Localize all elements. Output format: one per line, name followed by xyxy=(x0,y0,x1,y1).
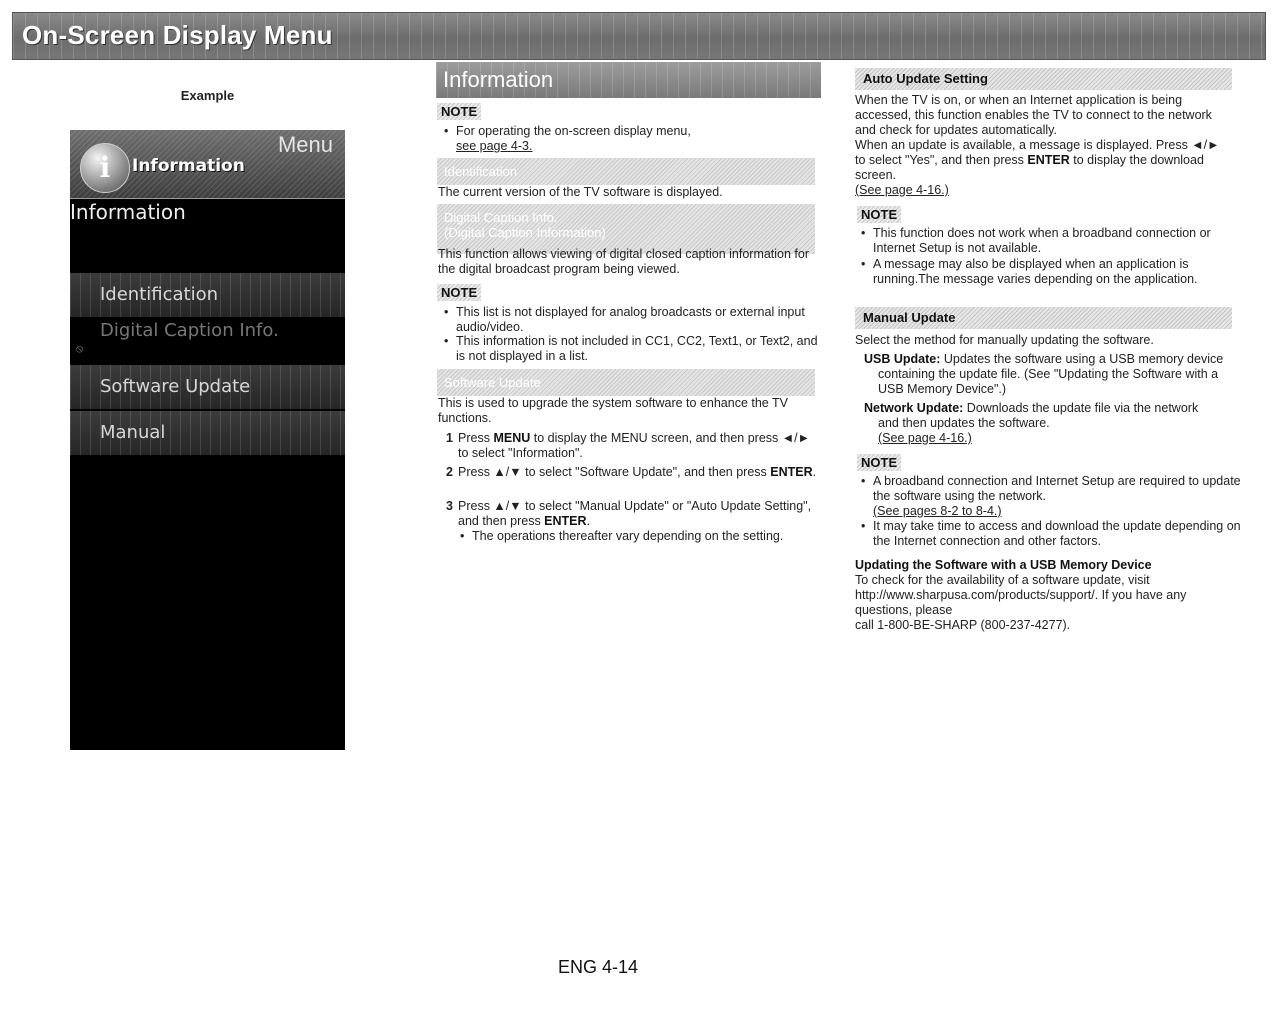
auto-update-text: When the TV is on, or when an Internet application is being accessed, this function enables the TV to connect to the network and check for updates automatically. xyxy=(855,93,1212,137)
see-page-link[interactable]: see page 4-3. xyxy=(456,139,533,153)
section-digital-caption-heading: Digital Caption Info. (Digital Caption Information) xyxy=(437,204,815,254)
step-3: 3 Press ▲/▼ to select "Manual Update" or "Auto Update Setting", and then press ENTER. xyxy=(446,499,812,528)
tv-category-label: Information xyxy=(132,156,245,176)
usb-update-description: USB Update: Updates the software using a USB memory device containing the update file. (See "Updating the Software with a USB Memory Device".) xyxy=(864,352,1224,396)
usb-section-call: call 1-800-BE-SHARP (800-237-4277). xyxy=(855,618,1071,632)
section-information-title: Information xyxy=(436,62,821,98)
section-auto-update-heading: Auto Update Setting xyxy=(855,68,1232,90)
see-page-link[interactable]: (See page 4-16.) xyxy=(878,431,972,445)
section-identification-heading: Identification xyxy=(437,158,815,185)
tv-menu-item-label: Digital Caption Info. xyxy=(100,320,279,341)
see-page-link[interactable]: (See page 4-16.) xyxy=(855,183,949,197)
note-bullet: • This list is not displayed for analog broadcasts or external input audio/video. xyxy=(438,305,818,335)
tv-menu-item-digital-caption-info[interactable] xyxy=(70,309,345,353)
network-update-description: Network Update: Downloads the update file via the network and then updates the software. (See page 4-16.) xyxy=(864,401,1199,445)
tv-menu-title: Menu xyxy=(277,132,333,157)
note-badge: NOTE xyxy=(437,284,481,301)
note-bullet: • This function does not work when a broadband connection or Internet Setup is not available. xyxy=(855,226,1243,256)
note-badge: NOTE xyxy=(857,206,901,223)
page-number: ENG 4-14 xyxy=(558,957,639,977)
note-bullet: • This information is not included in CC1, CC2, Text1, or Text2, and is not displayed in a list. xyxy=(438,334,818,364)
tv-menu-header xyxy=(70,130,345,199)
auto-update-text-2: When an update is available, a message is displayed. Press ◄/► to select "Yes", and then press ENTER to display the download screen. xyxy=(855,138,1220,182)
section-software-update-heading: Software Update xyxy=(437,369,815,396)
note-bullet: • For operating the on-screen display menu, see page 4-3. xyxy=(438,124,826,154)
see-pages-link[interactable]: (See pages 8-2 to 8-4.) xyxy=(873,504,1002,518)
information-icon: i xyxy=(80,143,130,193)
note-badge: NOTE xyxy=(437,103,481,120)
step-3-bullet: • The operations thereafter vary depending on the setting. xyxy=(454,529,802,544)
section-manual-update-heading: Manual Update xyxy=(855,307,1232,329)
software-update-text: This is used to upgrade the system software to enhance the TV functions. xyxy=(438,396,788,425)
page-title: On-Screen Display Menu xyxy=(22,20,333,50)
identification-text: The current version of the TV software is displayed. xyxy=(438,185,723,199)
example-label: Example xyxy=(180,88,235,103)
tv-menu-item-manual[interactable]: Manual xyxy=(70,411,345,455)
tv-screen-illustration xyxy=(70,130,345,750)
note-badge: NOTE xyxy=(857,454,901,471)
usb-section-heading: Updating the Software with a USB Memory Device xyxy=(855,558,1152,572)
tv-menu-item-software-update[interactable]: Software Update xyxy=(70,365,345,409)
note-bullet: • A broadband connection and Internet Setup are required to update the software using the network. (See pages 8-2 to 8-4.) xyxy=(855,474,1243,519)
note-bullet: • It may take time to access and download the update depending on the Internet connection and other factors. xyxy=(855,519,1243,549)
digital-caption-text: This function allows viewing of digital closed caption information for the digital broadcast program being viewed. xyxy=(438,247,810,276)
page-header-bar xyxy=(12,12,1266,60)
step-1: 1 Press MENU to display the MENU screen, and then press ◄/► to select "Information". xyxy=(446,431,810,460)
note-bullet: • A message may also be displayed when an application is running.The message varies depending on the application. xyxy=(855,257,1249,287)
lock-icon: ⦸ xyxy=(76,342,84,355)
tv-submenu-heading: Information xyxy=(70,200,186,224)
step-2: 2 Press ▲/▼ to select "Software Update", and then press ENTER. xyxy=(446,465,817,479)
tv-menu-item-identification[interactable]: Identification xyxy=(70,273,345,317)
usb-section-text: To check for the availability of a software update, visit http://www.sharpusa.com/products/support/. If you have any questions, please xyxy=(855,573,1187,617)
manual-update-text: Select the method for manually updating the software. xyxy=(855,333,1154,347)
